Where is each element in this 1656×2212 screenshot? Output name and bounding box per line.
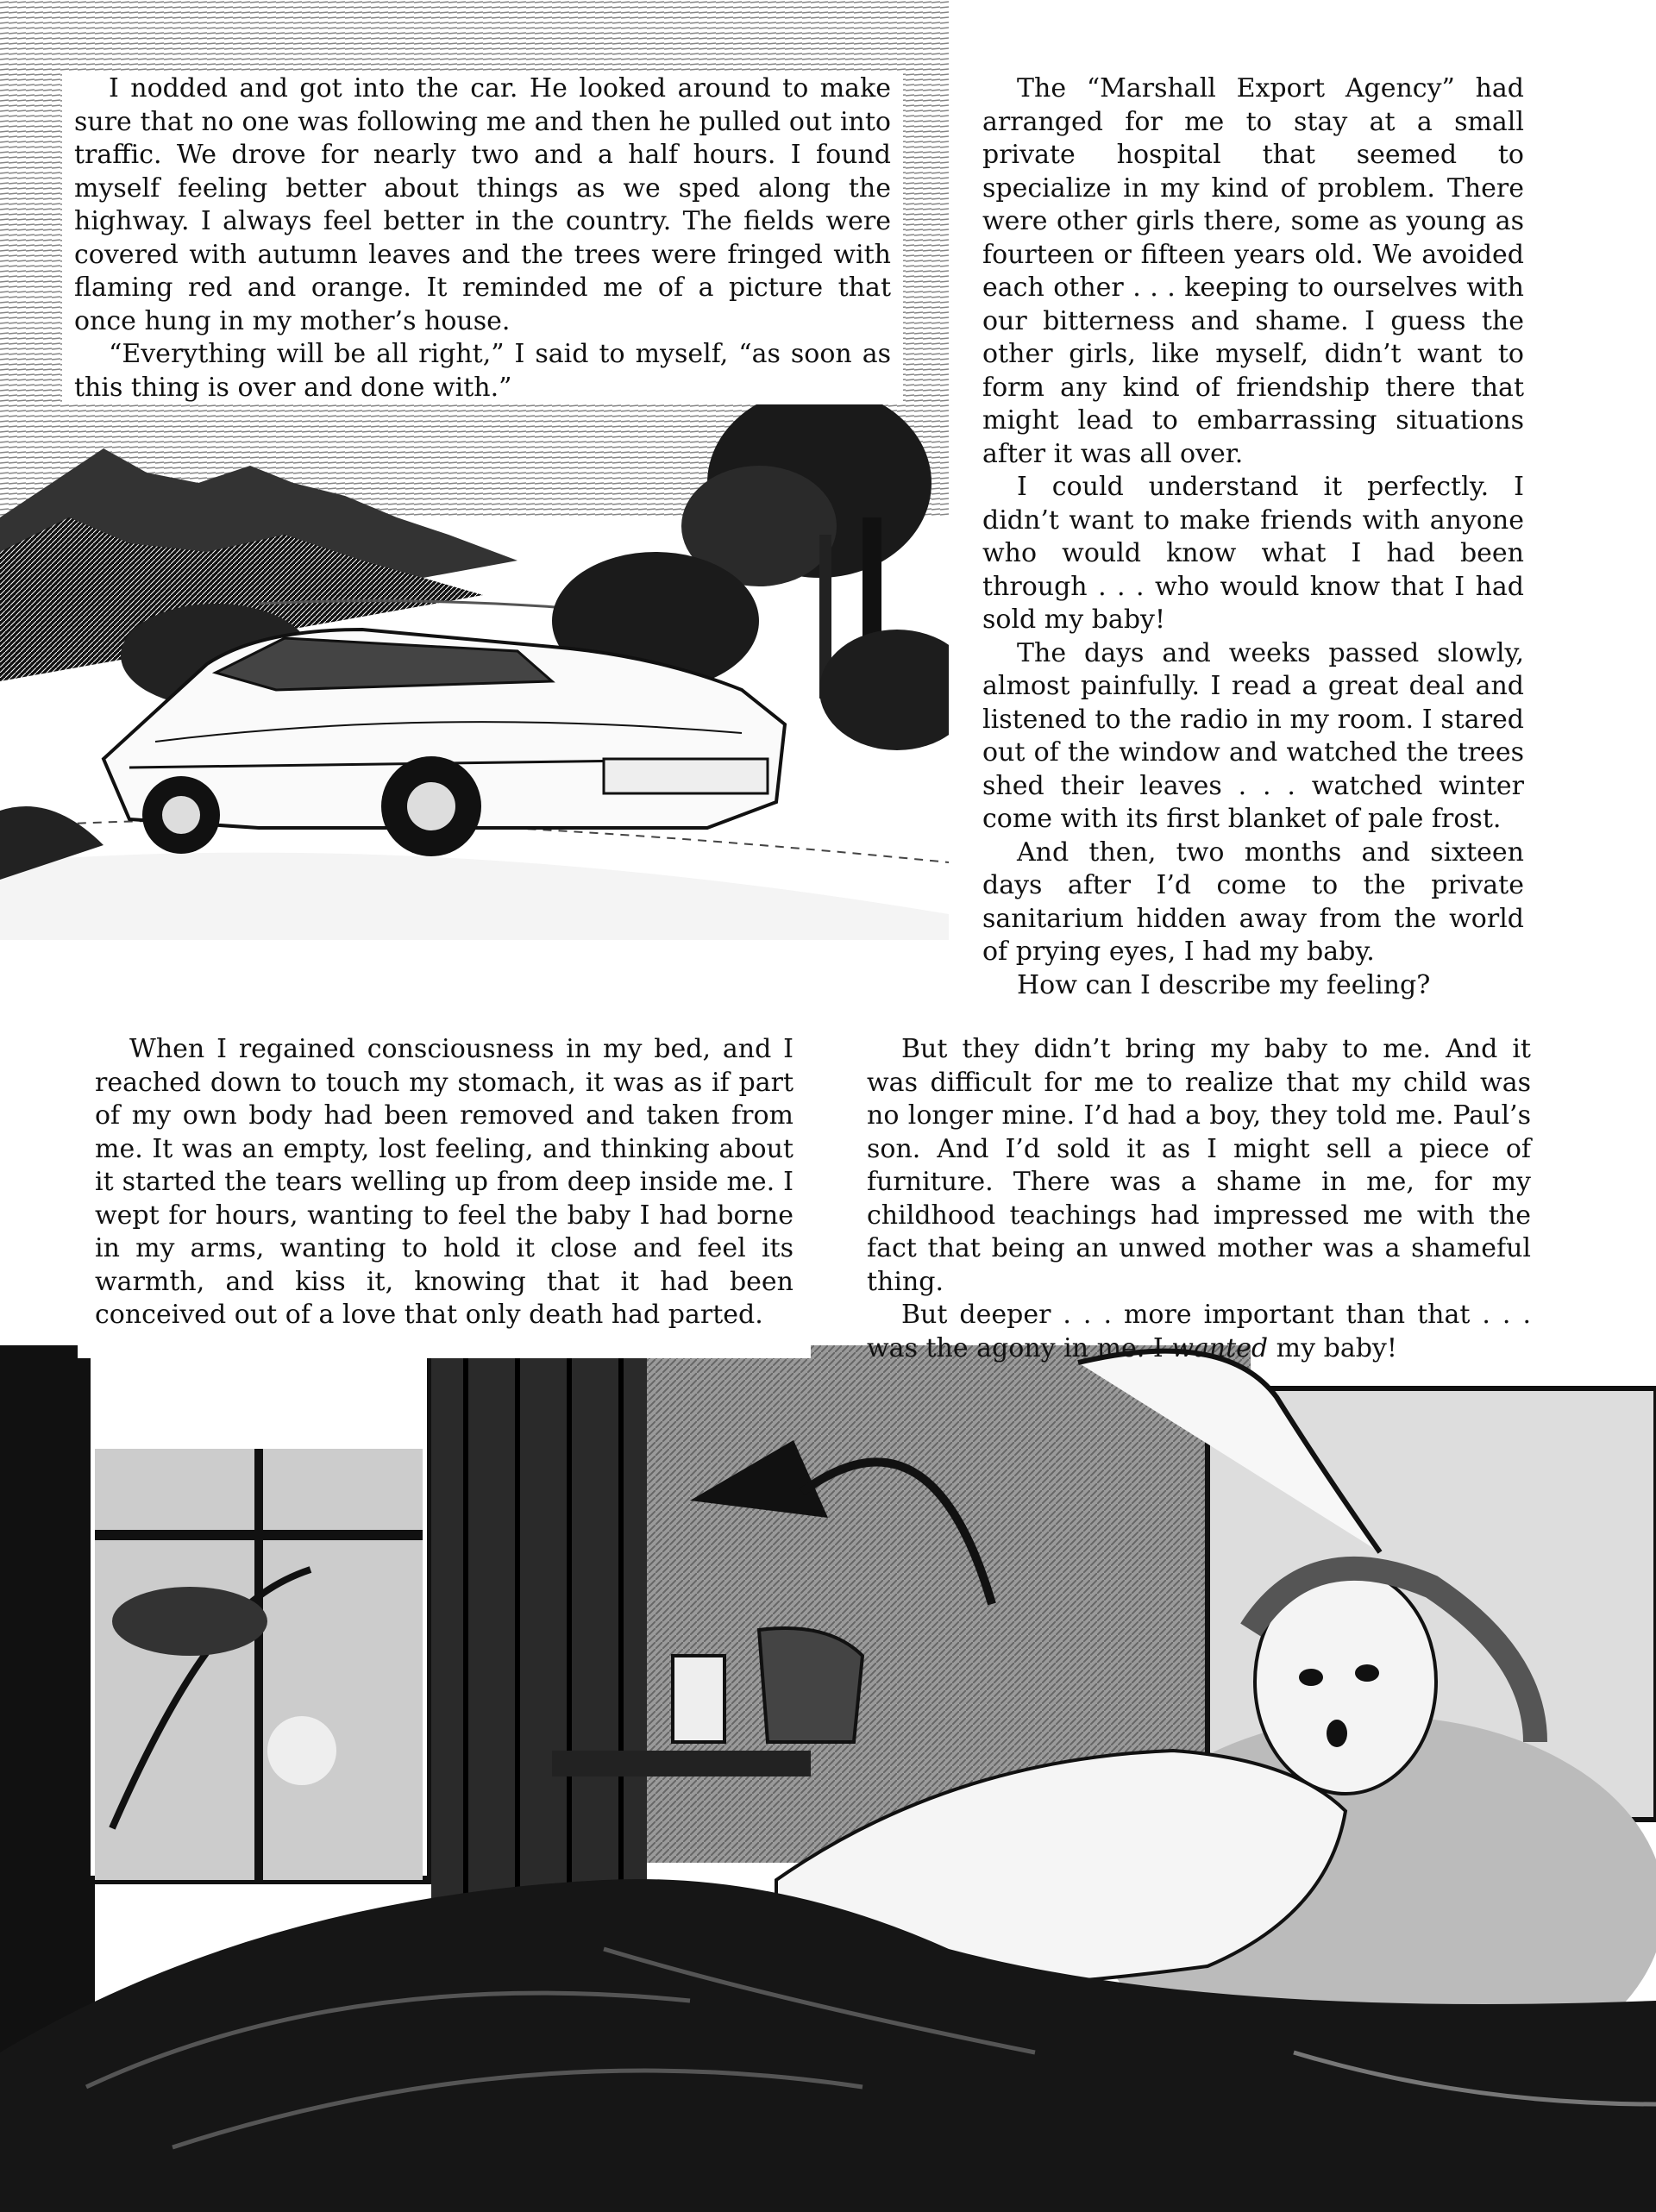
paragraph-top-left-2: “Everything will be all right,” I said to myself, “as soon as this thing is over and done with.”: [74, 339, 891, 403]
paragraph-bottom-right-2-start: But deeper . . . more important than that . . . was the agony in me. I: [867, 1300, 1531, 1363]
story-text-box-top-left: [62, 72, 903, 404]
paragraph-top-right-2: I could understand it perfectly. I didn’t want to make friends with anyone who would know what I had been through . . . who would know that I had sold my baby!: [982, 472, 1524, 635]
story-text-box-bottom-right: [850, 1026, 1548, 1363]
paragraph-bottom-right-1: But they didn’t bring my baby to me. And it was difficult for me to realize that my child was no longer mine. I’d had a boy, they told me. Paul’s son. And I’d sold it as I might sell a piece of furniture. There was a shame in me, for my childhood teachings had impressed me with the fact that being an unwed mother was a shameful thing.: [867, 1034, 1531, 1297]
paragraph-top-right-5: How can I describe my feeling?: [1017, 969, 1431, 1000]
paragraph-bottom-right-2: [867, 1299, 1531, 1365]
paragraph-top-left-1: I nodded and got into the car. He looked around to make sure that no one was following me and then he pulled out into traffic. We drove for nearly two and a half hours. I found myself feeling better about things as we sped along the highway. I always feel better in the country. The fields were covered with autumn leaves and the trees were fringed with flaming red and orange. It reminded me of a picture that once hung in my mother’s house.: [74, 73, 891, 336]
emphasis-wanted: wanted: [1171, 1332, 1269, 1363]
story-text-box-top-right: [977, 72, 1529, 1000]
paragraph-bottom-left-1: When I regained consciousness in my bed, and I reached down to touch my stomach, it was as if part of my own body had been removed and taken from me. It was an empty, lost feeling, and thinking about it started the tears welling up from deep inside me. I wept for hours, wanting to feel the baby I had borne in my arms, wanting to hold it close and feel its warmth, and kiss it, knowing that it had been conceived out of a love that only death had parted.: [95, 1034, 794, 1330]
bedroom-illustration: [0, 1345, 1656, 2212]
story-text-box-bottom-left: [78, 1026, 811, 1358]
paragraph-top-right-1: The “Marshall Export Agency” had arranged for me to stay at a small private hospital that seemed to specialize in my kind of problem. There were other girls there, some as young as fourteen or fifteen years old. We avoided each other . . . keeping to ourselves with our bitterness and shame. I guess the other girls, like myself, didn’t want to form any kind of friendship there that might lead to embarrassing situations after it was all over.: [982, 73, 1524, 469]
paragraph-top-right-3: The days and weeks passed slowly, almost painfully. I read a great deal and listened to the radio in my room. I stared out of the window and watched the trees shed their leaves . . . watched winter come with its first blanket of pale frost.: [982, 637, 1524, 834]
paragraph-bottom-right-2-end: my baby!: [1268, 1332, 1397, 1363]
paragraph-top-right-4: And then, two months and sixteen days after I’d come to the private sanitarium hidden away from the world of prying eyes, I had my baby.: [982, 837, 1524, 967]
